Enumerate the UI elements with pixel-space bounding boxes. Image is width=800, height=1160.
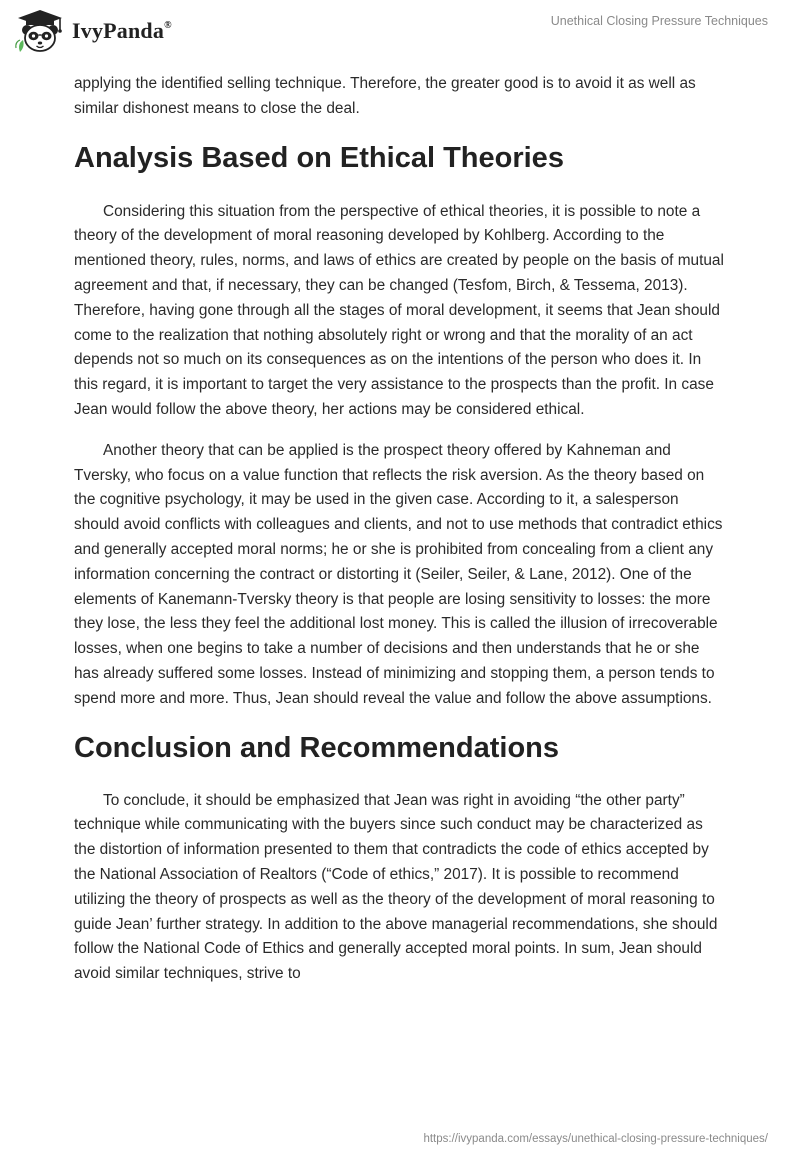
- brand-name: IvyPanda®: [72, 18, 172, 43]
- analysis-heading: Analysis Based on Ethical Theories: [74, 141, 564, 174]
- essay-body: [74, 72, 724, 1003]
- intro-paragraph: applying the identified selling technique. Therefore, the greater good is to avoid it as well as similar dishonest means to close the deal.: [74, 75, 696, 117]
- page-header: [0, 0, 800, 64]
- conclusion-heading: Conclusion and Recommendations: [74, 731, 559, 764]
- registered-mark: ®: [164, 19, 172, 31]
- document-title: Unethical Closing Pressure Techniques: [550, 14, 768, 28]
- analysis-paragraph-2: Another theory that can be applied is the prospect theory offered by Kahneman and Tversky, who focus on a value function that reflects the risk aversion. As the theory based on the cognitive psychology, it may be used in the given case. According to it, a salesperson should avoid conflicts with colleagues and clients, and not to use methods that contradict ethics and generally accepted moral norms; he or she is prohibited from concealing from a client any information concerning the contract or distorting it (Seiler, Seiler, & Lane, 2012). One of the elements of Kanemann-Tversky theory is that people are losing sensitivity to losses: the more they lose, the less they feel the additional lost money. This is called the illusion of irrecoverable losses, when one begins to take a number of decisions and then understands that he or she has already suffered some losses. Instead of minimizing and stopping them, a person tends to spend more and more. Thus, Jean should reveal the value and follow the above assumptions.: [74, 441, 723, 707]
- panda-graduate-icon: [14, 8, 66, 54]
- conclusion-paragraph-1: To conclude, it should be emphasized that Jean was right in avoiding “the other party” technique while communicating with the buyers since such conduct may be characterized as the distortion of information presented to them that contradicts the code of ethics accepted by the National Association of Realtors (“Code of ethics,” 2017). It is possible to recommend utilizing the theory of prospects as well as the theory of the development of moral reasoning to guide Jean’ further strategy. In addition to the above managerial recommendations, she should follow the National Code of Ethics and generally accepted moral points. In sum, Jean should avoid similar techniques, strive to: [74, 791, 718, 983]
- source-url[interactable]: https://ivypanda.com/essays/unethical-closing-pressure-techniques/: [423, 1133, 768, 1145]
- brand-logo[interactable]: [14, 8, 172, 54]
- analysis-paragraph-1: Considering this situation from the perspective of ethical theories, it is possible to note a theory of the development of moral reasoning developed by Kohlberg. According to the mentioned theory, rules, norms, and laws of ethics are created by people on the basis of mutual agreement and that, if necessary, they can be changed (Tesfom, Birch, & Tessema, 2013). Therefore, having gone through all the stages of moral development, it seems that Jean should come to the realization that nothing absolutely right or wrong and that the morality of an act depends not so much on its consequences as on the intentions of the person who does it. In this regard, it is important to target the very assistance to the prospects than the profit. In case Jean would follow the above theory, her actions may be considered ethical.: [74, 202, 724, 418]
